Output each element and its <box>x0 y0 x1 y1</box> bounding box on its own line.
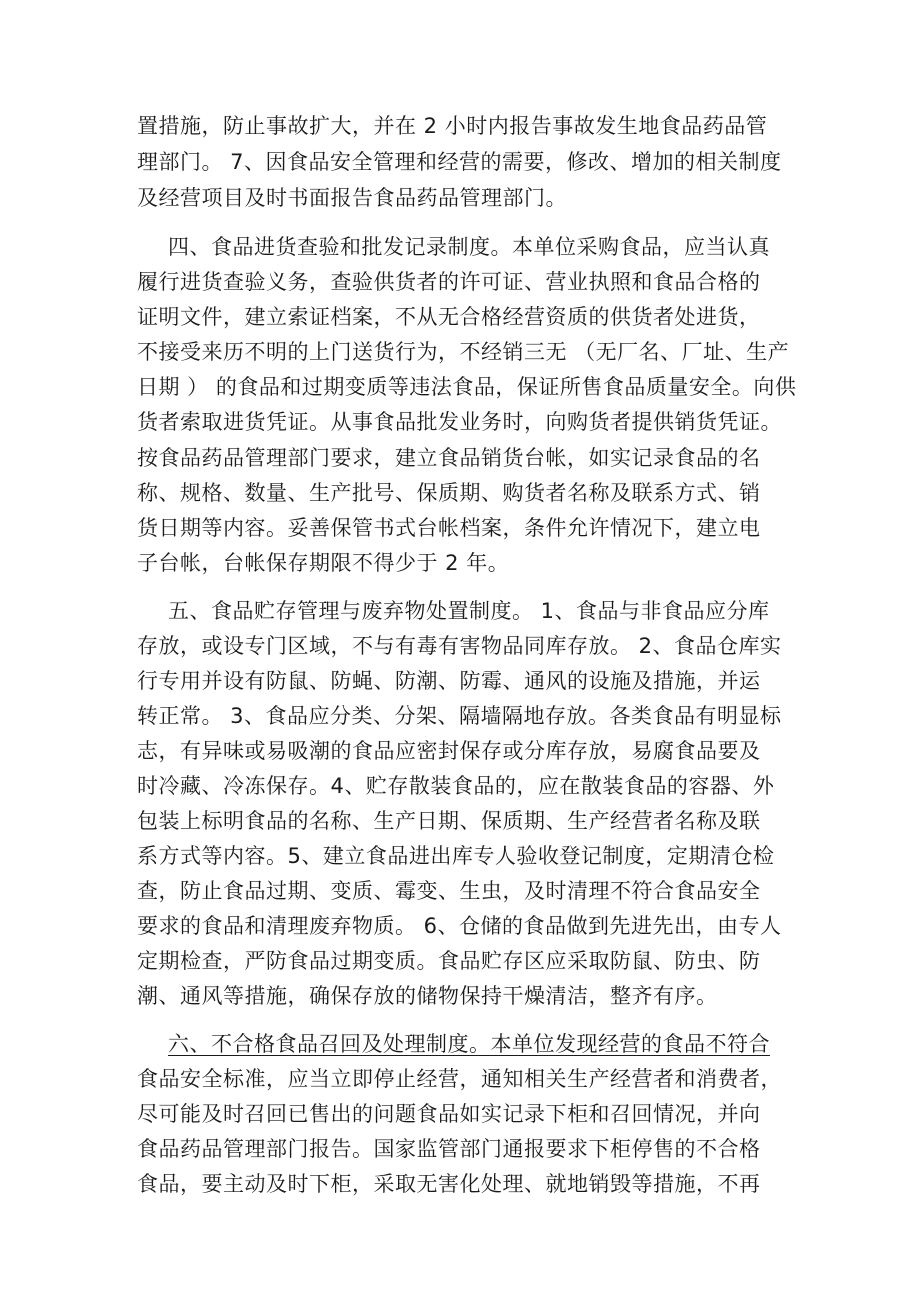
section-5-heading-line: 五、食品贮存管理与废弃物处置制度。 1、食品与非食品应分库 <box>168 599 770 623</box>
text-line: 理部门。 7、因食品安全管理和经营的需要，修改、增加的相关制度 <box>137 150 782 174</box>
text-line: 置措施，防止事故扩大，并在 2 小时内报告事故发生地食品药品管 <box>137 114 768 138</box>
text-line: 食品药品管理部门报告。国家监管部门通报要求下柜停售的不合格 <box>137 1137 761 1161</box>
text-line: 时冷藏、冷冻保存。4、贮存散装食品的，应在散装食品的容器、外 <box>137 774 775 798</box>
text-line: 按食品药品管理部门要求，建立食品销货台帐，如实记录食品的名 <box>137 446 761 470</box>
text-line: 日期 ） 的食品和过期变质等违法食品，保证所售食品质量安全。向供 <box>137 375 797 399</box>
section-6-heading-line: 六、不合格食品召回及处理制度。本单位发现经营的食品不符合 <box>168 1032 770 1056</box>
text-line: 包装上标明食品的名称、生产日期、保质期、生产经营者名称及联 <box>137 809 761 833</box>
text-line: 子台帐，台帐保存期限不得少于 2 年。 <box>137 551 510 575</box>
section-4-heading-line: 四、食品进货查验和批发记录制度。本单位采购食品，应当认真 <box>168 235 770 259</box>
text-line: 货日期等内容。妥善保管书式台帐档案，条件允许情况下，建立电 <box>137 516 761 540</box>
text-line: 定期检查，严防食品过期变质。食品贮存区应采取防鼠、防虫、防 <box>137 949 761 973</box>
text-line: 食品安全标准，应当立即停止经营，通知相关生产经营者和消费者， <box>137 1067 782 1091</box>
text-line: 查，防止食品过期、变质、霉变、生虫，及时清理不符合食品安全 <box>137 879 761 903</box>
text-line: 潮、通风等措施，确保存放的储物保持干燥清洁，整齐有序。 <box>137 984 718 1008</box>
text-line: 志，有异味或易吸潮的食品应密封保存或分库存放，易腐食品要及 <box>137 739 761 763</box>
text-line: 尽可能及时召回已售出的问题食品如实记录下柜和召回情况，并向 <box>137 1102 761 1126</box>
text-line: 要求的食品和清理废弃物质。 6、仓储的食品做到先进先出，由专人 <box>137 914 782 938</box>
text-line: 行专用并设有防鼠、防蝇、防潮、防霉、通风的设施及措施，并运 <box>137 669 761 693</box>
text-line: 货者索取进货凭证。从事食品批发业务时，向购货者提供销货凭证。 <box>137 410 782 434</box>
text-line: 系方式等内容。5、建立食品进出库专人验收登记制度，定期清仓检 <box>137 844 775 868</box>
text-line: 及经营项目及时书面报告食品药品管理部门。 <box>137 186 567 210</box>
text-line: 证明文件，建立索证档案，不从无合格经营资质的供货者处进货， <box>137 305 761 329</box>
text-line: 履行进货查验义务，查验供货者的许可证、营业执照和食品合格的 <box>137 270 761 294</box>
text-line: 存放，或设专门区域，不与有毒有害物品同库存放。 2、食品仓库实 <box>137 634 782 658</box>
text-line: 不接受来历不明的上门送货行为，不经销三无 （无厂名、厂址、生产 <box>137 340 790 364</box>
text-line: 食品，要主动及时下柜，采取无害化处理、就地销毁等措施，不再 <box>137 1172 761 1196</box>
text-line: 称、规格、数量、生产批号、保质期、购货者名称及联系方式、销 <box>137 481 761 505</box>
text-line: 转正常。 3、食品应分类、分架、隔墙隔地存放。各类食品有明显标 <box>137 704 782 728</box>
